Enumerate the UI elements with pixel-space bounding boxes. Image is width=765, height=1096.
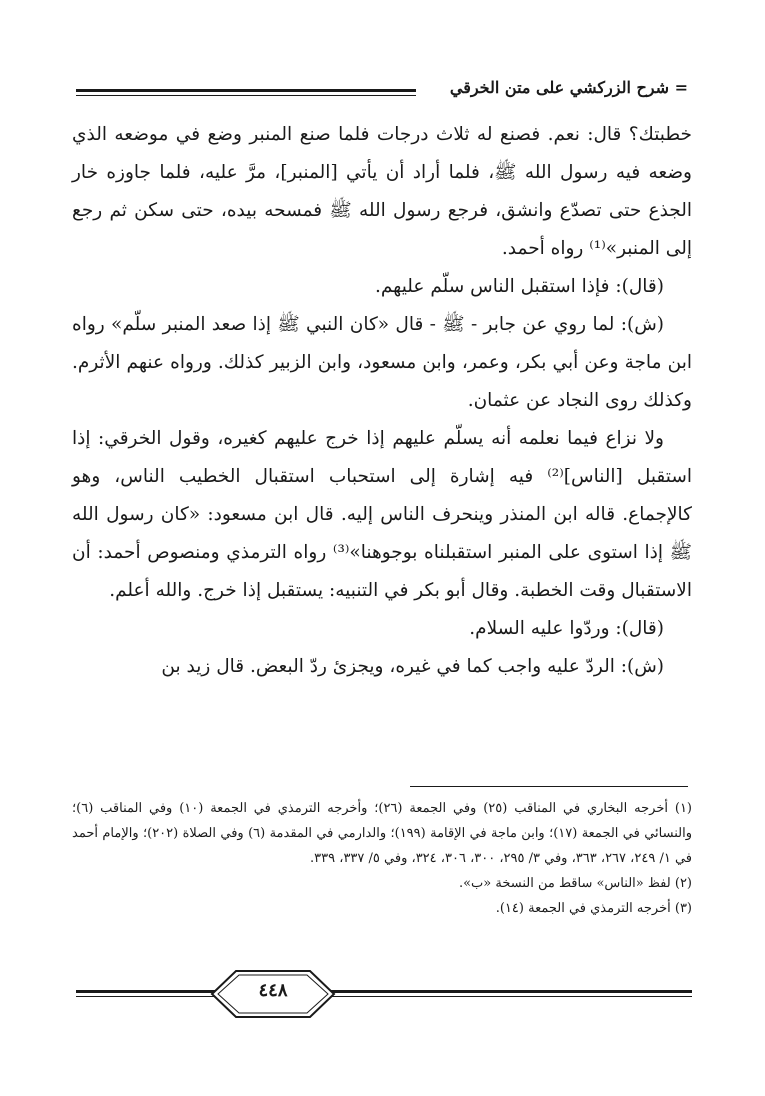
page-footer <box>76 962 692 1022</box>
paragraph-sharh-jabir: (ش): لما روي عن جابر - ﷺ - قال «كان النبي ﷺ إذا صعد المنبر سلّم» رواه ابن ماجة وعن أبي بكر، وعمر، وابن مسعود، وابن الزبير كذلك. ورواه عنهم الأثرم. وكذلك روى النجاد عن عثمان. <box>72 314 692 411</box>
paragraph-istiqbal: ولا نزاع فيما نعلمه أنه يسلّم عليهم إذا خرج عليهم كغيره، وقول الخرقي: إذا استقبل [الناس]⁽²⁾ فيه إشارة إلى استحباب استقبال الخطيب الناس، وهو كالإجماع. قاله ابن المنذر وينحرف الناس إليه. قال ابن مسعود: «كان رسول الله ﷺ إذا استوى على المنبر استقبلناه بوجوهنا»⁽³⁾ رواه الترمذي ومنصوص أحمد: أن الاستقبال وقت الخطبة. وقال أبو بكر في التنبيه: يستقبل إذا خرج. والله أعلم. <box>72 428 693 601</box>
header-rule-thin <box>76 95 416 96</box>
paragraph-hadith-minbar: خطبتك؟ قال: نعم. فصنع له ثلاث درجات فلما صنع المنبر وضع في موضعه الذي وضعه فيه رسول الله ﷺ، فلما أراد أن يأتي [المنبر]، مرَّ عليه، فلما جاوزه خار الجذع حتى تصدّع وانشق، فرجع رسول الله ﷺ فمسحه بيده، حتى سكن ثم رجع إلى المنبر»⁽¹⁾ رواه أحمد. <box>72 124 692 259</box>
footnote-separator <box>410 786 688 787</box>
running-header <box>76 74 688 108</box>
main-text <box>72 116 692 686</box>
footer-rule-left-thick <box>76 990 216 993</box>
footnote-2: (٢) لفظ «الناس» ساقط من النسخة «ب». <box>458 876 692 891</box>
footnote-1: (١) أخرجه البخاري في المناقب (٢٥) وفي الجمعة (٢٦)؛ وأخرجه الترمذي في الجمعة (١٠) وفي المناقب (٦)؛ والنسائي في الجمعة (١٧)؛ وابن ماجة في الإقامة (١٩٩)؛ والدارمي في المقدمة (٦) وفي الصلاة (٢٠٢)؛ والإمام أحمد في ١/ ٢٤٩، ٢٦٧، ٣٦٣، وفي ٣/ ٢٩٥، ٣٠٠، ٣٠٦، ٣٢٤، وفي ٥/ ٣٣٧، ٣٣٩. <box>72 801 692 866</box>
paragraph-matn-salam: (قال): فإذا استقبل الناس سلّم عليهم. <box>374 276 664 297</box>
running-header-title: = شرح الزركشي على متن الخرقي <box>442 78 688 97</box>
footer-rule-right-thick <box>330 990 692 993</box>
footnotes <box>72 796 692 921</box>
footnote-3: (٣) أخرجه الترمذي في الجمعة (١٤). <box>495 901 692 916</box>
footer-rule-right-thin <box>330 996 692 997</box>
page-number: ٤٤٨ <box>258 980 288 1001</box>
paragraph-sharh-radd: (ش): الردّ عليه واجب كما في غيره، ويجزئ ردّ البعض. قال زيد بن <box>161 656 664 677</box>
header-rule-thick <box>76 89 416 92</box>
paragraph-matn-radd: (قال): وردّوا عليه السلام. <box>469 618 664 639</box>
footer-rule-left-thin <box>76 996 216 997</box>
